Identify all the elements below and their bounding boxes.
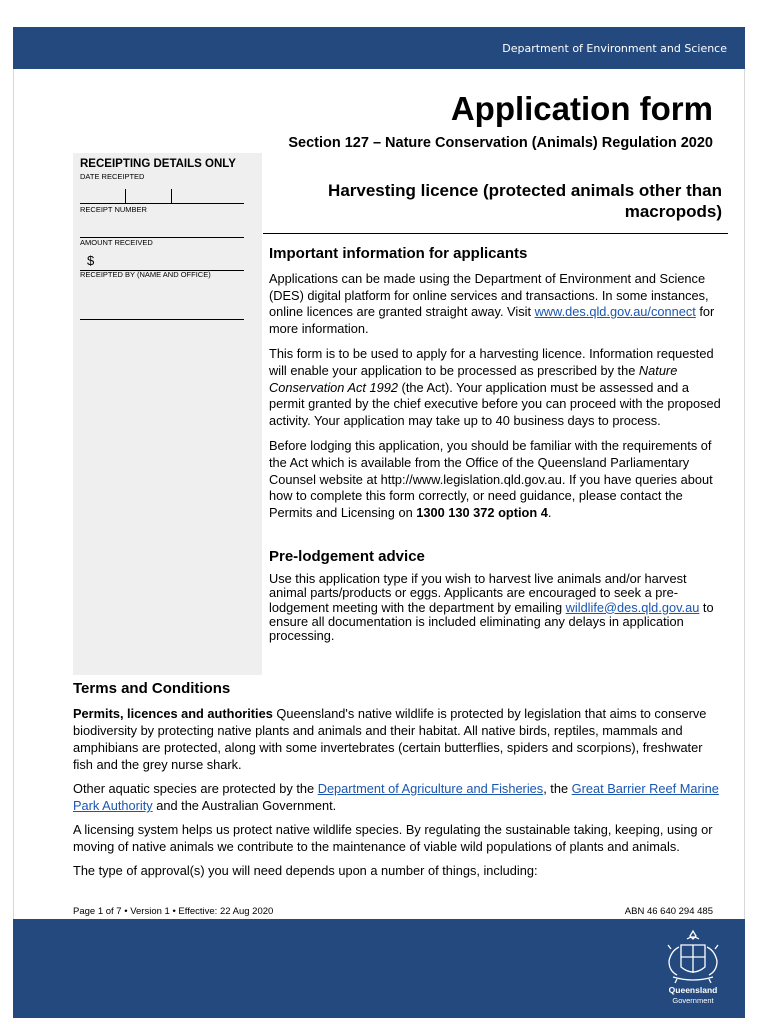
date-receipted-label: DATE RECEIPTED bbox=[80, 172, 145, 181]
important-paragraph-2: This form is to be used to apply for a harvesting licence. Information requested will enable your application to be processed as prescribed by the Nature Conservation Act 1992 (the Act). Your application must be assessed and a permit granted by the chief executive before you can proceed with the proposed activity. Your application may take up to 40 business days to process. bbox=[269, 345, 721, 429]
divider bbox=[263, 233, 728, 234]
prelodgement-heading: Pre-lodgement advice bbox=[269, 548, 425, 565]
abn-number: ABN 46 640 294 485 bbox=[624, 906, 713, 917]
wildlife-email-link[interactable]: wildlife@des.qld.gov.au bbox=[565, 599, 700, 615]
receipt-heading: RECEIPTING DETAILS ONLY bbox=[80, 158, 236, 170]
gbr-marine-park-link[interactable]: Great Barrier Reef Marine Park Authority bbox=[73, 781, 719, 813]
important-info-heading: Important information for applicants bbox=[269, 245, 528, 262]
terms-paragraph-1: Permits, licences and authorities Queensland's native wildlife is protected by legislation that aims to conserve biodiversity by protecting native plants and animals and their habitat. All native birds, reptiles, mammals and amphibians are protected, along with some invertebrates (certain butterflies, spiders and scorpions), freshwater fish and the grey nurse shark. bbox=[73, 706, 707, 772]
agriculture-fisheries-link[interactable]: Department of Agriculture and Fisheries bbox=[317, 781, 544, 796]
currency-symbol: $ bbox=[87, 253, 95, 268]
terms-section bbox=[73, 680, 723, 886]
queensland-government-crest-icon bbox=[663, 927, 723, 1009]
terms-paragraph-4: The type of approval(s) you will need depends upon a number of things, including: bbox=[73, 863, 538, 878]
terms-paragraph-2: Other aquatic species are protected by the Department of Agriculture and Fisheries, the Great Barrier Reef Marine Park Authority and the Australian Government. bbox=[73, 781, 719, 813]
amount-received-label: AMOUNT RECEIVED bbox=[80, 238, 153, 247]
logo-line-queensland: Queensland bbox=[668, 985, 718, 995]
date-receipted-field[interactable] bbox=[80, 203, 244, 204]
header-banner bbox=[13, 27, 745, 69]
prelodgement-section bbox=[269, 548, 724, 651]
des-connect-link[interactable]: www.des.qld.gov.au/connect bbox=[534, 304, 696, 320]
page-info: Page 1 of 7 • Version 1 • Effective: 22 Aug 2020 bbox=[73, 906, 274, 917]
receipted-by-field[interactable] bbox=[80, 319, 244, 320]
important-paragraph-1: Applications can be made using the Department of Environment and Science (DES) digital platform for online services and transactions. In some instances, online licences are granted straight away. Visit www.des.qld.gov.au/connect for more information. bbox=[269, 270, 715, 337]
receipting-details-box bbox=[73, 153, 262, 675]
important-paragraph-3: Before lodging this application, you should be familiar with the requirements of the Act which is available from the Office of the Queensland Parliamentary Counsel website at http://www.legislation.qld.gov.au. If you have queries about how to complete this form correctly, or need guidance, please contact the Permits and Licensing on 1300 130 372 option 4. bbox=[269, 437, 713, 521]
receipted-by-label: RECEIPTED BY (NAME AND OFFICE) bbox=[80, 270, 211, 279]
page-edge-left bbox=[13, 69, 14, 919]
page-subtitle: Section 127 – Nature Conservation (Animals) Regulation 2020 bbox=[288, 135, 713, 151]
page-title: Application form bbox=[450, 90, 713, 127]
footer-banner bbox=[13, 919, 745, 1018]
terms-heading: Terms and Conditions bbox=[73, 680, 231, 697]
important-info-section bbox=[269, 246, 724, 530]
licence-title: Harvesting licence (protected animals other than macropods) bbox=[328, 181, 722, 221]
terms-paragraph-3: A licensing system helps us protect native wildlife species. By regulating the sustainable taking, keeping, using or moving of native animals we contribute to the maintenance of viable wild populations of plants and animals. bbox=[73, 822, 713, 854]
page-edge-right bbox=[744, 69, 745, 919]
receipt-number-label: RECEIPT NUMBER bbox=[80, 205, 147, 214]
department-name: Department of Environment and Science bbox=[502, 42, 727, 55]
date-divider bbox=[171, 189, 172, 203]
logo-line-government: Government bbox=[672, 996, 714, 1005]
date-divider bbox=[125, 189, 126, 203]
prelodgement-paragraph: Use this application type if you wish to harvest live animals and/or harvest animal parts/products or eggs. Applicants are encouraged to seek a pre-lodgement meeting with the department by emailing wildlife@des.qld.gov.au to ensure all documentation is included eliminating any delays in application processing. bbox=[269, 571, 714, 644]
